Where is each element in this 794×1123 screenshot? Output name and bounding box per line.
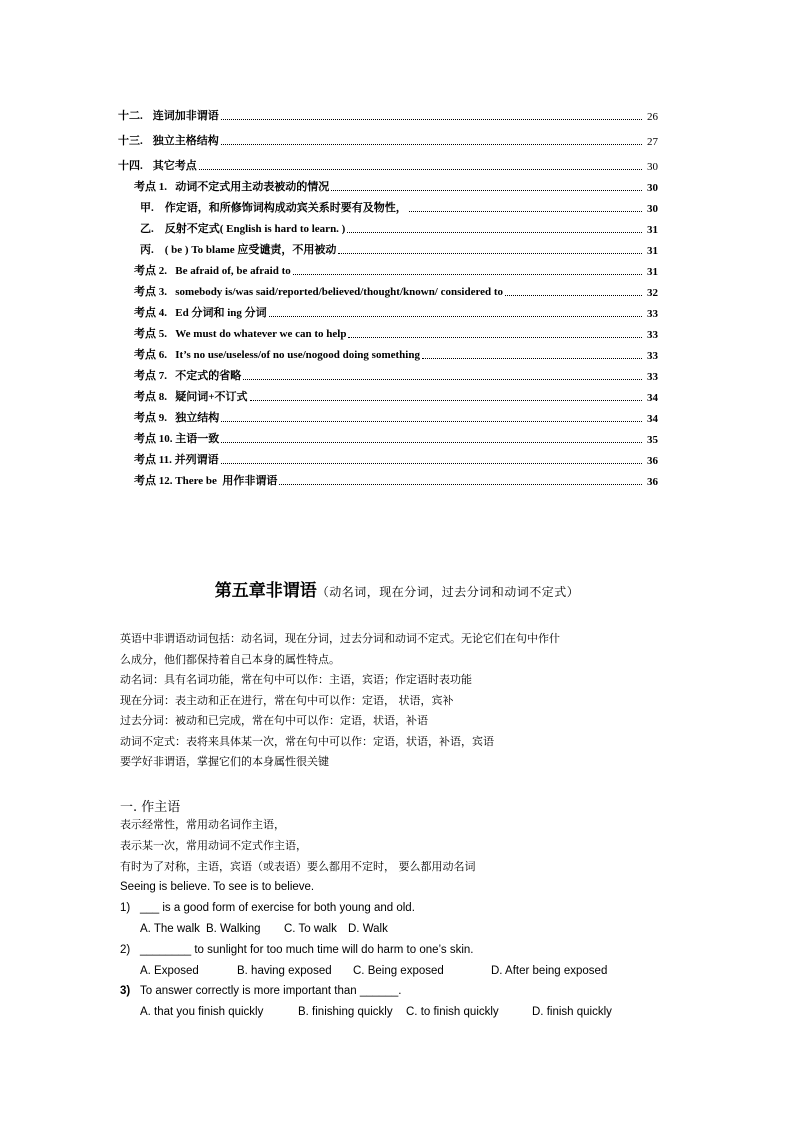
options-row xyxy=(120,961,680,982)
toc-entry-title: 考点 12. There be 用作非谓语 xyxy=(134,472,279,488)
toc-entry-title xyxy=(118,107,221,123)
toc-leader-dots xyxy=(221,441,642,443)
option: C. To walk xyxy=(284,922,337,935)
toc-entry-title: 考点 10. 主语一致 xyxy=(134,430,221,446)
question xyxy=(120,940,680,961)
toc-entry[interactable] xyxy=(118,215,658,236)
toc-leader-dots xyxy=(269,315,642,317)
chapter-title: 第五章非谓语 xyxy=(214,581,317,600)
option: B. finishing quickly xyxy=(298,1006,393,1019)
toc-leader-dots xyxy=(199,168,642,170)
toc-entry-number: 十二. xyxy=(118,110,143,122)
intro-paragraphs xyxy=(120,629,680,773)
option: A. Exposed xyxy=(140,964,199,977)
toc-entry[interactable] xyxy=(118,236,658,257)
toc-entry-title: 乙. 反射不定式( English is hard to learn. ) xyxy=(140,220,347,236)
toc-leader-dots xyxy=(338,252,642,254)
toc-entry[interactable] xyxy=(118,194,658,215)
toc-page-number: 34 xyxy=(647,392,658,404)
option: B. having exposed xyxy=(237,964,332,977)
toc-page-number: 33 xyxy=(647,329,658,341)
toc-entry-title: 甲. 作定语，和所修饰词构成动宾关系时要有及物性， xyxy=(140,199,409,215)
question-text: To answer correctly is more important than ______. xyxy=(140,985,402,998)
toc-page-number: 26 xyxy=(647,111,658,123)
toc-entry[interactable] xyxy=(118,148,658,173)
toc-page-number: 31 xyxy=(647,266,658,278)
toc-page-number: 33 xyxy=(647,371,658,383)
toc-entry-title: 考点 5. We must do whatever we can to help xyxy=(134,325,348,341)
intro-line: 动名词：具有名词功能，常在句中可以作：主语，宾语；作定语时表功能 xyxy=(120,673,472,686)
option: C. Being exposed xyxy=(353,964,444,977)
toc-leader-dots xyxy=(331,189,642,191)
intro-line: 动词不定式：表将来具体某一次，常在句中可以作：定语，状语，补语，宾语 xyxy=(120,734,494,748)
toc-page-number: 31 xyxy=(647,224,658,236)
toc-entry-text: 独立主格结构 xyxy=(152,135,219,147)
toc-leader-dots xyxy=(347,231,642,233)
toc-entry[interactable] xyxy=(118,257,658,278)
option: B. Walking xyxy=(206,922,261,935)
toc-page-number: 30 xyxy=(647,182,658,194)
question-number: 2) xyxy=(120,943,131,956)
section-body xyxy=(120,815,680,1023)
example-sentence: Seeing is believe. To see is to believe. xyxy=(120,881,315,894)
note-line: 表示某一次，常用动词不定式作主语， xyxy=(120,838,307,852)
toc-entry-number: 十四. xyxy=(118,160,143,172)
toc-entry[interactable] xyxy=(118,320,658,341)
toc-entry-title: 考点 1. 动词不定式用主动表被动的情况 xyxy=(134,178,331,194)
toc-page-number: 31 xyxy=(647,245,658,257)
toc-entry[interactable] xyxy=(118,98,658,123)
option: D. Walk xyxy=(348,922,388,935)
toc-leader-dots xyxy=(409,210,642,212)
toc-entry[interactable] xyxy=(118,446,658,467)
toc-entry-number: 十三. xyxy=(118,135,143,147)
toc-entry-title: 考点 4. Ed 分词和 ing 分词 xyxy=(134,304,269,320)
toc-page-number: 36 xyxy=(647,476,658,488)
toc-page-number: 35 xyxy=(647,434,658,446)
section-heading: 一. 作主语 xyxy=(120,800,181,815)
note-line: 表示经常性，常用动名词作主语， xyxy=(120,818,285,831)
intro-line: 要学好非谓语，掌握它们的本身属性很关键 xyxy=(120,755,329,768)
toc-leader-dots xyxy=(243,378,642,380)
option: A. that you finish quickly xyxy=(140,1006,264,1019)
toc-entry[interactable] xyxy=(118,173,658,194)
toc-leader-dots xyxy=(221,118,642,120)
table-of-contents xyxy=(118,98,658,488)
toc-entry[interactable] xyxy=(118,341,658,362)
intro-line: 么成分，他们都保持着自己本身的属性特点。 xyxy=(120,652,340,666)
option: A. The walk xyxy=(140,922,200,935)
toc-entry[interactable] xyxy=(118,467,658,488)
toc-entry-text: 连词加非谓语 xyxy=(152,110,219,122)
option: C. to finish quickly xyxy=(406,1006,499,1019)
toc-entry-title: 考点 7. 不定式的省略 xyxy=(134,367,243,383)
option: D. finish quickly xyxy=(532,1006,612,1019)
options-row xyxy=(120,919,680,940)
toc-leader-dots xyxy=(221,420,642,422)
toc-entry-title: 考点 8. 疑问词+不订式 xyxy=(134,388,250,404)
toc-leader-dots xyxy=(505,294,642,296)
question xyxy=(120,898,680,919)
toc-entry[interactable] xyxy=(118,299,658,320)
toc-leader-dots xyxy=(422,357,642,359)
note-line: 有时为了对称，主语，宾语（或表语）要么都用不定时， 要么都用动名词 xyxy=(120,859,476,873)
toc-page-number: 27 xyxy=(647,136,658,148)
intro-line: 过去分词：被动和已完成，常在句中可以作：定语，状语，补语 xyxy=(120,714,428,727)
toc-page-number: 30 xyxy=(647,161,658,173)
chapter-heading xyxy=(0,576,794,601)
toc-entry[interactable] xyxy=(118,383,658,404)
options-row xyxy=(120,1002,680,1023)
toc-leader-dots xyxy=(221,462,642,464)
toc-entry-title xyxy=(118,132,221,148)
toc-entry-text: 其它考点 xyxy=(152,160,197,172)
toc-leader-dots xyxy=(279,483,642,485)
question-number: 1) xyxy=(120,902,131,915)
toc-leader-dots xyxy=(293,273,642,275)
toc-entry[interactable] xyxy=(118,425,658,446)
toc-page-number: 36 xyxy=(647,455,658,467)
toc-entry[interactable] xyxy=(118,362,658,383)
toc-entry-title: 考点 11. 并列谓语 xyxy=(134,451,221,467)
toc-entry-title: 丙. ( be ) To blame 应受谴责，不用被动 xyxy=(140,241,338,257)
toc-leader-dots xyxy=(348,336,642,338)
toc-leader-dots xyxy=(250,399,642,401)
toc-entry[interactable] xyxy=(118,123,658,148)
toc-page-number: 34 xyxy=(647,413,658,425)
toc-page-number: 30 xyxy=(647,203,658,215)
toc-entry-title: 考点 3. somebody is/was said/reported/believed/thought/known/ considered to xyxy=(134,283,505,299)
option: D. After being exposed xyxy=(491,964,608,977)
question xyxy=(120,981,680,1002)
intro-line: 英语中非谓语动词包括：动名词，现在分词，过去分词和动词不定式。无论它们在句中作什 xyxy=(120,632,560,645)
toc-entry-title: 考点 2. Be afraid of, be afraid to xyxy=(134,262,293,278)
chapter-subtitle: （动名词，现在分词，过去分词和动词不定式） xyxy=(316,585,580,599)
toc-entry-title: 考点 6. It’s no use/useless/of no use/nogood doing something xyxy=(134,346,422,362)
question-text: ________ to sunlight for too much time will do harm to one’s skin. xyxy=(140,943,474,956)
toc-page-number: 33 xyxy=(647,350,658,362)
toc-page-number: 32 xyxy=(647,287,658,299)
toc-page-number: 33 xyxy=(647,308,658,320)
toc-entry[interactable] xyxy=(118,278,658,299)
intro-line: 现在分词：表主动和正在进行，常在句中可以作：定语， 状语，宾补 xyxy=(120,693,454,707)
toc-entry-title xyxy=(118,157,199,173)
toc-entry-title: 考点 9. 独立结构 xyxy=(134,409,221,425)
question-text: ___ is a good form of exercise for both young and old. xyxy=(140,902,415,915)
toc-entry[interactable] xyxy=(118,404,658,425)
toc-leader-dots xyxy=(221,143,642,145)
question-number: 3) xyxy=(120,985,131,998)
